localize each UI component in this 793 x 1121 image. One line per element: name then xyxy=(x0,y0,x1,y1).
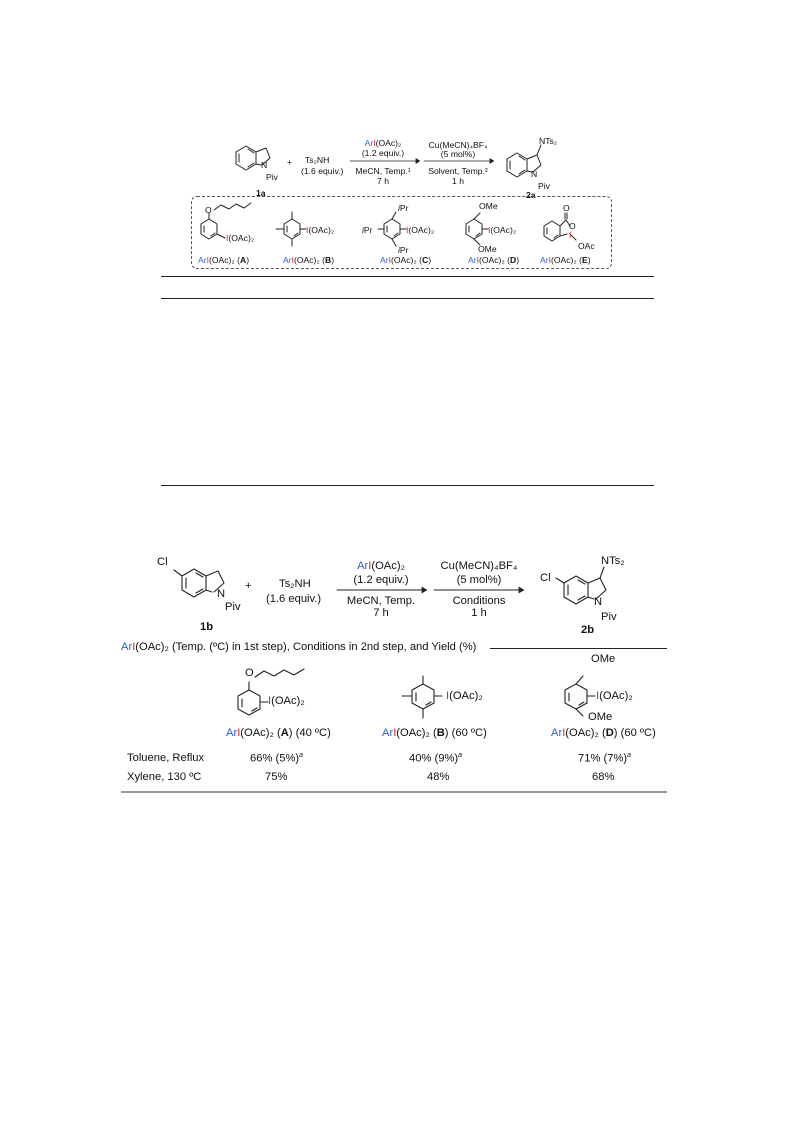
step1-equiv: (1.2 equiv.) xyxy=(353,574,409,586)
indole-2b-structure xyxy=(552,565,632,621)
i-oac2-label: I(OAc)₂ xyxy=(268,695,305,707)
step1-equiv: (1.2 equiv.) xyxy=(361,148,405,158)
indole-1a-structure xyxy=(228,138,288,178)
step2-reagent: Cu(MeCN)₄BF₄ xyxy=(428,140,488,150)
plus-sign: + xyxy=(245,580,252,592)
compound-1b-label: 1b xyxy=(200,621,214,633)
column-b-label: ArI(OAc)₂ (B) (60 ºC) xyxy=(382,727,487,739)
step2-time: 1 h xyxy=(471,607,487,619)
reaction-arrow-1 xyxy=(350,157,420,165)
header-rule xyxy=(490,648,667,649)
step1-time: 7 h xyxy=(373,607,389,619)
ome-top-label: OMe xyxy=(591,653,616,665)
step1-reagent: ArI(OAc)₂ xyxy=(364,138,402,148)
row-label-toluene: Toluene, Reflux xyxy=(127,752,205,764)
ipr-bottom-label: iPr xyxy=(398,245,409,255)
table-header-rule xyxy=(161,298,654,299)
atom-o: O xyxy=(245,667,254,679)
reagent-d-label: ArI(OAc)₂ (D) xyxy=(468,255,520,265)
reagent-equiv: (1.6 equiv.) xyxy=(266,593,322,605)
compound-2a-label: 2a xyxy=(526,190,536,200)
cell-toluene-b: 40% $(9\%)^a$ xyxy=(409,752,463,765)
column-a-label: ArI(OAc)₂ (A) (40 ºC) xyxy=(226,727,331,739)
table-top-rule xyxy=(161,276,654,277)
step2-conditions: Solvent, Temp.² xyxy=(428,166,488,176)
compound-2b-label: 2b xyxy=(581,624,595,636)
reagent-equiv: (1.6 equiv.) xyxy=(301,166,344,176)
step1-time: 7 h xyxy=(377,176,389,186)
reagent-a-label: ArI(OAc)₂ (A) xyxy=(198,255,250,265)
cell-xylene-a: 75% xyxy=(265,771,288,783)
ome-bottom-label: OMe xyxy=(588,711,613,723)
reagent-b-label: ArI(OAc)₂ (B) xyxy=(283,255,335,265)
chloro-label: Cl xyxy=(157,556,168,568)
piv-label: Piv xyxy=(266,172,278,182)
ome-top-label: OMe xyxy=(479,201,498,211)
ipr-top-label: iPr xyxy=(398,203,409,213)
carbonyl-o-label: O xyxy=(563,203,570,213)
reagent-e-label: ArI(OAc)₂ (E) xyxy=(540,255,591,265)
cell-toluene-d: 71% $(7\%)^a$ xyxy=(578,752,632,765)
atom-n: N xyxy=(594,596,603,608)
reaction-arrow-2 xyxy=(434,586,524,594)
step1-conditions: MeCN, Temp.¹ xyxy=(355,166,411,176)
step1-reagent: ArI(OAc)₂ xyxy=(357,560,405,572)
column-d-label: ArI(OAc)₂ (D) (60 ºC) xyxy=(551,727,656,739)
piv-label: Piv xyxy=(601,611,617,623)
reagent-c-label: ArI(OAc)₂ (C) xyxy=(380,255,432,265)
ome-bottom-label: OMe xyxy=(478,244,497,254)
iodine-label: I xyxy=(569,230,572,240)
compound-1a-label: 1a xyxy=(256,188,266,198)
nts2-label: NTs₂ xyxy=(539,136,558,146)
cell-xylene-b: 48% xyxy=(427,771,450,783)
piv-label: Piv xyxy=(225,601,241,613)
indole-2a-structure xyxy=(503,145,563,185)
atom-n: N xyxy=(217,588,226,600)
reagent-a-structure xyxy=(228,662,328,724)
table-bottom-rule xyxy=(121,791,667,793)
table-header: ArI(OAc)₂ (Temp. (ºC) in 1st step), Conditions in 2nd step, and Yield (%) xyxy=(121,641,477,653)
atom-o: O xyxy=(205,205,212,215)
ipr-left-label: iPr xyxy=(362,225,373,235)
i-oac2-label: I(OAc)₂ xyxy=(226,233,255,243)
step1-conditions: MeCN, Temp. xyxy=(346,595,416,607)
reaction-arrow-1 xyxy=(337,586,427,594)
chloro-label: Cl xyxy=(540,572,551,584)
piv-label: Piv xyxy=(538,181,550,191)
cell-xylene-d: 68% xyxy=(592,771,615,783)
cell-toluene-a: 66% $(5\%)^a$ xyxy=(250,752,304,765)
step2-time: 1 h xyxy=(452,176,464,186)
plus-sign: + xyxy=(287,157,293,167)
oac-label: OAc xyxy=(578,241,595,251)
table-bottom-rule xyxy=(161,485,654,486)
reagent-ts2nh: Ts₂NH xyxy=(305,155,330,165)
step2-reagent: Cu(MeCN)₄BF₄ xyxy=(440,560,518,572)
atom-n: N xyxy=(531,169,538,179)
i-oac2-label: I(OAc)₂ xyxy=(488,225,517,235)
atom-n: N xyxy=(261,160,268,170)
step2-mol: (5 mol%) xyxy=(456,574,502,586)
step2-conditions: Conditions xyxy=(452,595,506,607)
i-oac2-label: I(OAc)₂ xyxy=(406,225,435,235)
i-oac2-label: I(OAc)₂ xyxy=(446,690,483,702)
ring-o-label: O xyxy=(569,221,576,231)
reagent-ts2nh: Ts₂NH xyxy=(279,578,311,590)
i-oac2-label: I(OAc)₂ xyxy=(596,690,633,702)
step2-mol: (5 mol%) xyxy=(440,149,476,159)
row-label-xylene: Xylene, 130 ºC xyxy=(127,771,202,783)
i-oac2-label: I(OAc)₂ xyxy=(306,225,335,235)
nts2-label: NTs₂ xyxy=(601,555,625,567)
reaction-arrow-2 xyxy=(424,157,494,165)
